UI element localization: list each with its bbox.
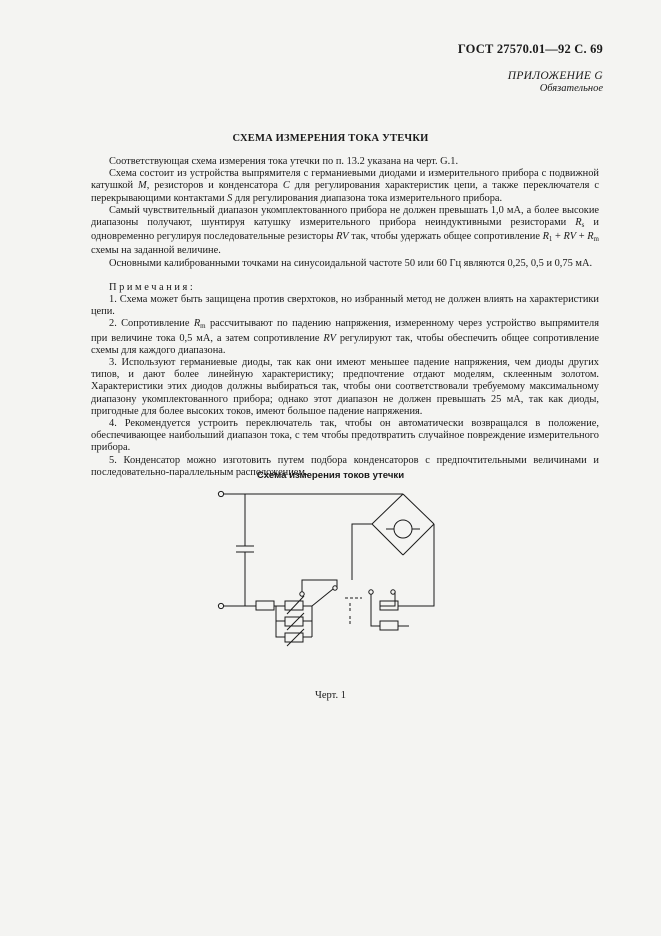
switch-s-arm: [312, 589, 333, 606]
input-terminal-bottom: [218, 603, 223, 608]
bridge-left-wire: [352, 524, 372, 580]
bridge-rectifier: [372, 494, 434, 555]
resistor-rs-2: [380, 621, 398, 630]
input-terminal-top: [218, 491, 223, 496]
shunt-wire-left: [371, 594, 380, 626]
notes-heading: Примечания:: [109, 281, 196, 293]
note-3: 3. Используют германиевые диоды, так как они имеют меньшее падение напряжения, чем диоды других типов, и дают более линейную характеристику; предпочтение отдают моделям, склеенным золотом. Характеристики этих диодов должны выбираться так, чтобы они соответствовали требуемому максимальному диапазону укомплектованного прибора; однако этот диапазон не должен превышать 25 мА, так как диоды, пригодные для более высоких токов, имеют большое падение напряжения.: [91, 357, 599, 417]
variable-resistor-rv-3-arrow: [287, 629, 304, 646]
appendix-status: Обязательное: [539, 83, 603, 94]
variable-resistor-rv-2: [285, 617, 303, 626]
resistor-r1: [256, 601, 274, 610]
note-5: 5. Конденсатор можно изготовить путем подбора конденсаторов с предпочтительными величинами и последовательно-параллельным расположением.: [91, 454, 599, 478]
note-4: 4. Рекомендуется устроить переключатель так, чтобы он автоматически возвращался в положение, обеспечивающее наибольший диапазон тока, с тем чтобы предотвратить случайное повреждение измерительного прибора.: [91, 418, 599, 454]
variable-resistor-rv-3: [285, 633, 303, 642]
variable-resistor-rv-1-arrow: [287, 596, 304, 614]
switch-s-contact-2: [369, 590, 373, 594]
capacitor-c: [236, 494, 254, 606]
paragraph-4: Основными калиброванными точками на синусоидальной частоте 50 или 60 Гц являются 0,25, 0,5 и 0,75 мА.: [109, 257, 593, 269]
variable-resistor-rv-1: [285, 601, 303, 610]
note-1: 1. Схема может быть защищена против сверхтоков, но избранный метод не должен влиять на характеристики цепи.: [91, 294, 599, 318]
note-2: 2. Сопротивление $R_m$ рассчитывают по падению напряжения, измеренному через устройство выпрямителя при величине тока 0,5 мА, а затем сопротивление RV регулируют так, чтобы обеспечить общее сопротивление схемы для каждого диапазона.: [91, 318, 599, 356]
figure-caption: Черт. 1: [315, 690, 346, 701]
paragraph-2: Схема состоит из устройства выпрямителя с германиевыми диодами и измерительного прибора с подвижной катушкой M, резисторов и конденсатора C для регулирования характеристик цепи, а также переключателя с перекрывающими контактами S для регулирования диапазона тока измерительного прибора.: [91, 168, 599, 204]
switch-s-contact-1: [300, 592, 304, 596]
paragraph-3: Самый чувствительный диапазон укомплектованного прибора не должен превышать 1,0 мА, а более высокие диапазоны получают, шунтируя катушку измерительного прибора неиндуктивными резисторами $R_s$ и одновременно регулируя последовательные резисторы RV так, чтобы удержать общее сопротивление $R_1$ + RV + $R_m$ схемы на заданной величине.: [91, 204, 599, 257]
paragraph-1: Соответствующая схема измерения тока утечки по п. 13.2 указана на черт. G.1.: [109, 156, 459, 167]
figure-title: Схема измерения токов утечки: [256, 470, 405, 481]
variable-resistor-rv-2-arrow: [287, 613, 304, 630]
rv-parallel-wiring: [276, 606, 312, 637]
meter-m: [394, 520, 412, 538]
document-header: ГОСТ 27570.01—92 С. 69: [457, 42, 603, 56]
switch-s-linkage: [345, 598, 362, 624]
page-title: СХЕМА ИЗМЕРЕНИЯ ТОКА УТЕЧКИ: [232, 133, 429, 144]
appendix-label: ПРИЛОЖЕНИЕ G: [507, 70, 603, 82]
